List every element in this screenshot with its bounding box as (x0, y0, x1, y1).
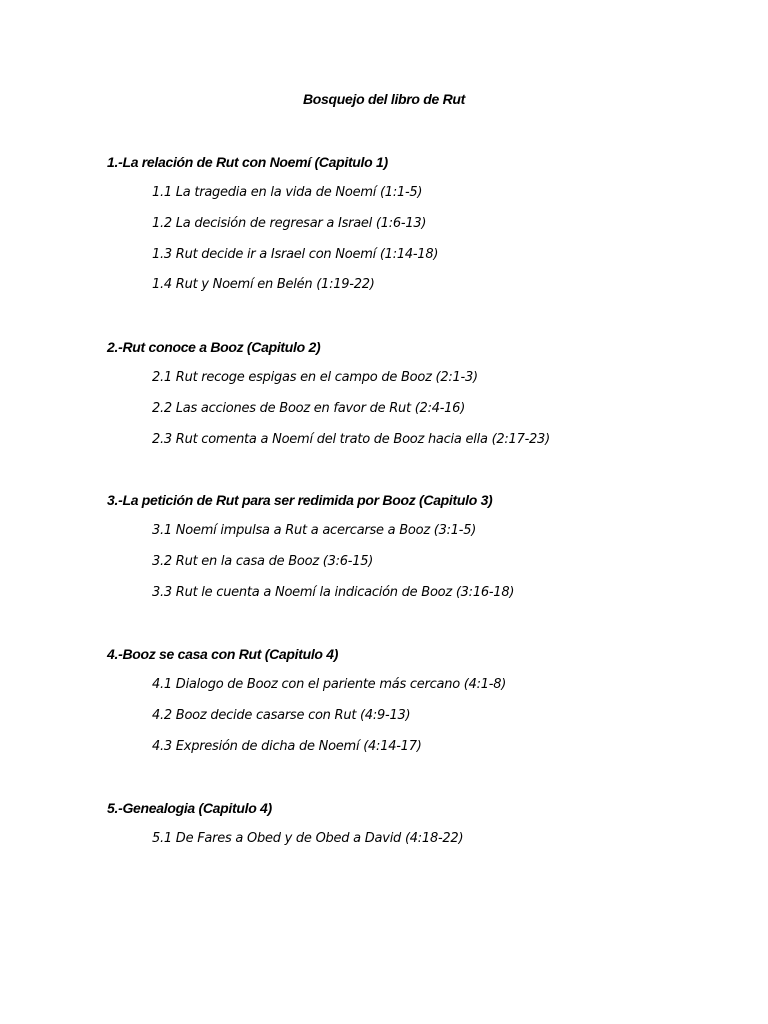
section-heading: 5.-Genealogia (Capitulo 4) (107, 800, 272, 816)
subsection-item: 4.3 Expresión de dicha de Noemí (4:14-17) (152, 738, 422, 754)
subsection-item: 1.2 La decisión de regresar a Israel (1:6-13) (152, 215, 427, 231)
subsection-item: 3.2 Rut en la casa de Booz (3:6-15) (152, 553, 374, 569)
section-heading: 1.-La relación de Rut con Noemí (Capitulo 1) (107, 154, 388, 170)
section-1 (107, 152, 727, 306)
subsection-item: 1.1 La tragedia en la vida de Noemí (1:1-5) (152, 185, 423, 200)
subsection-item: 2.2 Las acciones de Booz en favor de Rut (2:4-16) (152, 400, 466, 416)
section-heading: 3.-La petición de Rut para ser redimida por Booz (Capitulo 3) (107, 492, 493, 508)
section-2 (107, 337, 727, 460)
subsection-list (107, 183, 727, 295)
subsection-item: 1.4 Rut y Noemí en Belén (1:19-22) (152, 277, 375, 293)
subsection-item: 4.1 Dialogo de Booz con el pariente más cercano (4:1-8) (152, 677, 507, 692)
section-heading: 2.-Rut conoce a Booz (Capitulo 2) (107, 339, 321, 355)
subsection-list (107, 368, 727, 450)
section-heading: 4.-Booz se casa con Rut (Capitulo 4) (107, 646, 339, 662)
subsection-item: 3.3 Rut le cuenta a Noemí la indicación de Booz (3:16-18) (152, 584, 515, 600)
section-4 (107, 644, 727, 767)
subsection-item: 5.1 De Fares a Obed y de Obed a David (4:18-22) (152, 831, 464, 846)
subsection-item: 4.2 Booz decide casarse con Rut (4:9-13) (152, 707, 411, 723)
section-5 (107, 798, 727, 860)
subsection-item: 2.1 Rut recoge espigas en el campo de Booz (2:1-3) (152, 370, 478, 385)
document-title: Bosquejo del libro de Rut (302, 91, 466, 107)
subsection-list (107, 675, 727, 757)
subsection-item: 3.1 Noemí impulsa a Rut a acercarse a Booz (3:1-5) (152, 523, 477, 538)
subsection-list (107, 829, 727, 849)
subsection-list (107, 521, 727, 603)
subsection-item: 1.3 Rut decide ir a Israel con Noemí (1:14-18) (152, 246, 439, 262)
subsection-item: 2.3 Rut comenta a Noemí del trato de Booz hacia ella (2:17-23) (152, 431, 550, 447)
section-3 (107, 490, 727, 613)
